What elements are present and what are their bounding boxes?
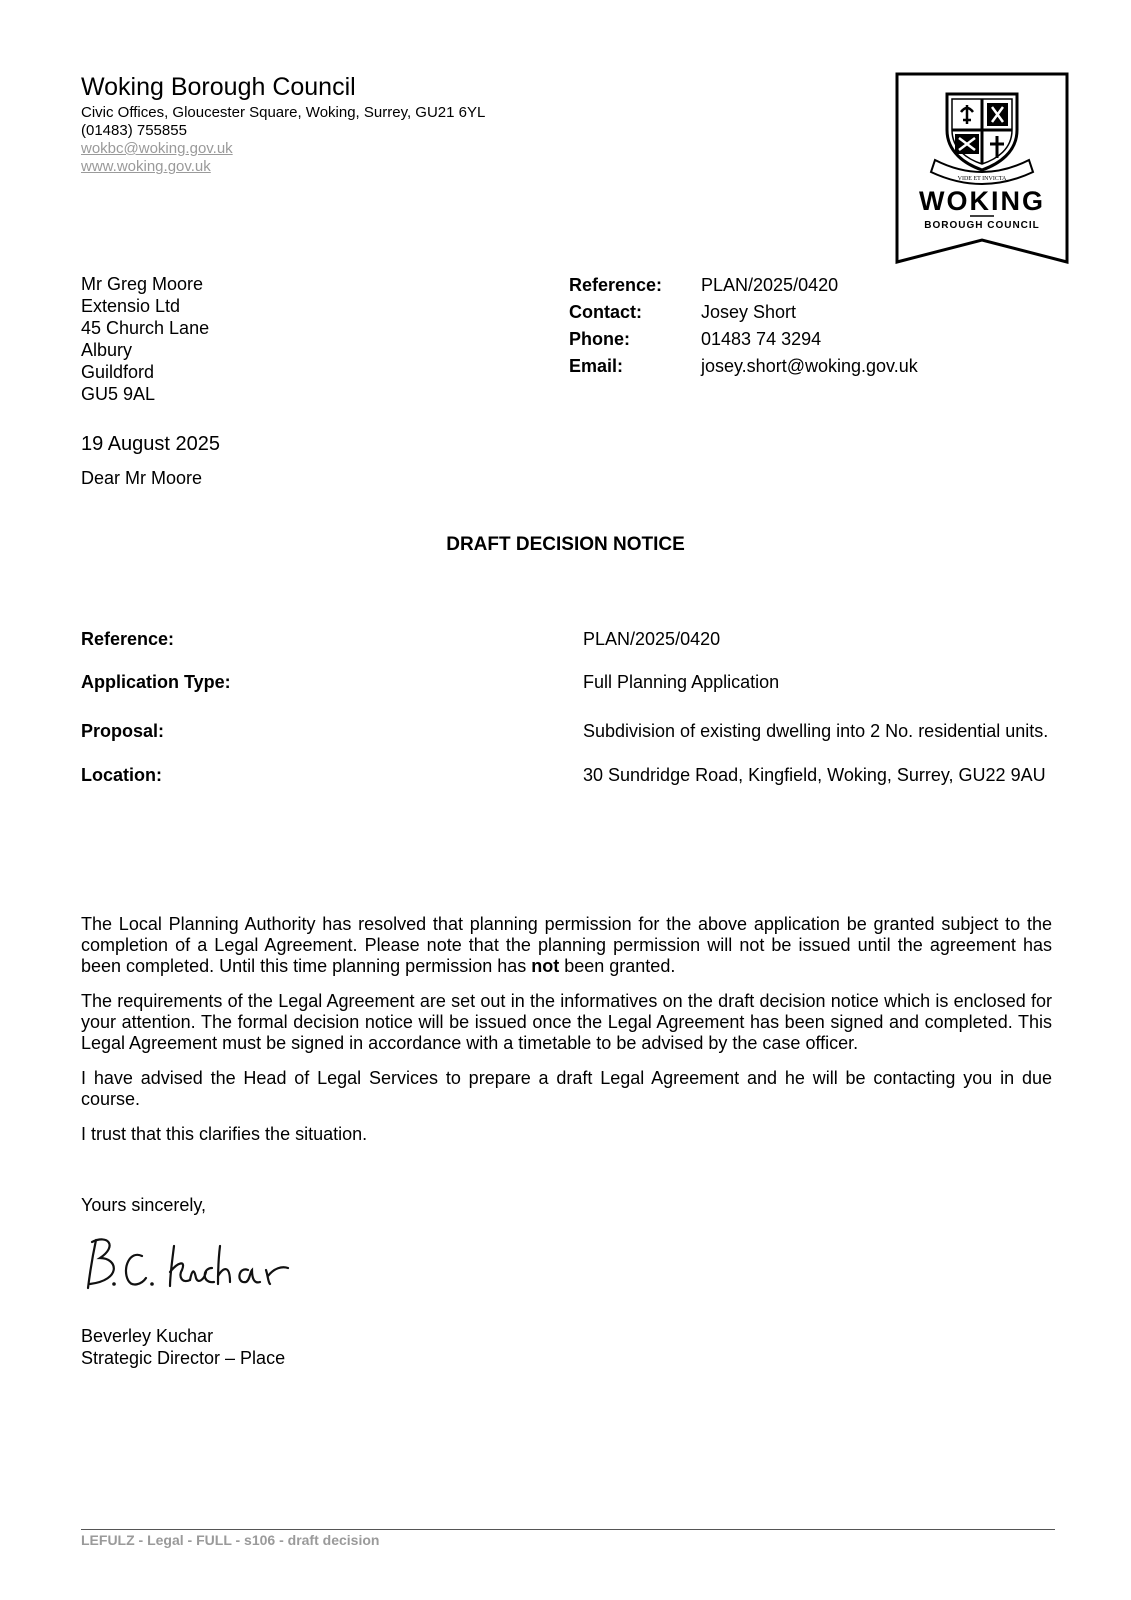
recipient-company: Extensio Ltd	[81, 296, 181, 316]
woking-borough-council-logo	[895, 72, 1069, 268]
contact-label: Contact:	[569, 302, 642, 322]
detail-proposal-label: Proposal:	[81, 721, 165, 741]
contact-details	[569, 272, 918, 380]
contact-name: Josey Short	[701, 302, 797, 322]
signer-name: Beverley Kuchar	[81, 1326, 214, 1346]
recipient-name: Mr Greg Moore	[81, 274, 204, 294]
letter-date: 19 August 2025	[81, 433, 221, 455]
contact-email-row	[569, 353, 918, 380]
contact-phone-row	[569, 326, 918, 353]
detail-proposal-value: Subdivision of existing dwelling into 2 No. residential units.	[583, 721, 1049, 741]
body-paragraph-2: The requirements of the Legal Agreement are set out in the informatives on the draft decision notice which is enclosed for your attention. The formal decision notice will be issued once the Legal Agreement has been signed and completed. This Legal Agreement must be signed in accordance with a timetable to be advised by the case officer.	[81, 991, 1052, 1053]
signer-block	[81, 1325, 285, 1369]
detail-location-value: 30 Sundridge Road, Kingfield, Woking, Surrey, GU22 9AU	[583, 765, 1046, 785]
body-paragraph-1	[81, 914, 1052, 977]
page-title: DRAFT DECISION NOTICE	[446, 534, 685, 555]
reference-value: PLAN/2025/0420	[701, 275, 839, 295]
body-p1-emphasis: not	[531, 956, 560, 976]
phone-value: 01483 74 3294	[701, 329, 822, 349]
email-label: Email:	[569, 356, 624, 376]
email-value[interactable]: josey.short@woking.gov.uk	[701, 356, 918, 376]
footer-divider	[81, 1529, 1055, 1530]
recipient-postcode: GU5 9AL	[81, 384, 156, 404]
recipient-town: Guildford	[81, 362, 155, 382]
council-contact-block	[81, 104, 485, 176]
recipient-street: 45 Church Lane	[81, 318, 210, 338]
body-p1-end: been granted.	[559, 956, 676, 976]
signer-title: Strategic Director – Place	[81, 1348, 286, 1368]
phone-label: Phone:	[569, 329, 630, 349]
detail-type-label: Application Type:	[81, 672, 231, 692]
council-phone: (01483) 755855	[81, 122, 187, 139]
salutation: Dear Mr Moore	[81, 468, 203, 488]
council-name: Woking Borough Council	[81, 73, 356, 101]
logo-subtitle: BOROUGH COUNCIL	[924, 220, 1040, 231]
body-paragraph-3: I have advised the Head of Legal Services to prepare a draft Legal Agreement and he will be contacting you in due course.	[81, 1068, 1052, 1109]
footer-document-code: LEFULZ - Legal - FULL - s106 - draft decision	[81, 1532, 380, 1548]
reference-label: Reference:	[569, 275, 663, 295]
closing: Yours sincerely,	[81, 1195, 207, 1215]
detail-type-value: Full Planning Application	[583, 672, 780, 692]
letter-body	[81, 914, 1052, 1145]
logo-wordmark: WOKING	[919, 186, 1045, 216]
body-p1-text: The Local Planning Authority has resolved that planning permission for the above application be granted subject to the completion of a Legal Agreement. Please note that the planning permission will not be issued until the agreement has been completed. Until this time planning permission has	[81, 914, 1052, 976]
recipient-address	[81, 273, 209, 405]
council-email-link[interactable]: wokbc@woking.gov.uk	[81, 140, 233, 157]
council-website-link[interactable]: www.woking.gov.uk	[81, 158, 211, 175]
motto-text: VIDE ET INVICTA	[957, 176, 1007, 182]
signature	[78, 1232, 338, 1294]
council-address: Civic Offices, Gloucester Square, Woking, Surrey, GU21 6YL	[81, 104, 486, 121]
contact-name-row	[569, 299, 918, 326]
body-paragraph-4: I trust that this clarifies the situation.	[81, 1124, 368, 1144]
detail-reference-value: PLAN/2025/0420	[583, 629, 721, 649]
detail-location-label: Location:	[81, 765, 162, 785]
recipient-village: Albury	[81, 340, 133, 360]
detail-reference-label: Reference:	[81, 629, 175, 649]
contact-reference-row	[569, 272, 918, 299]
